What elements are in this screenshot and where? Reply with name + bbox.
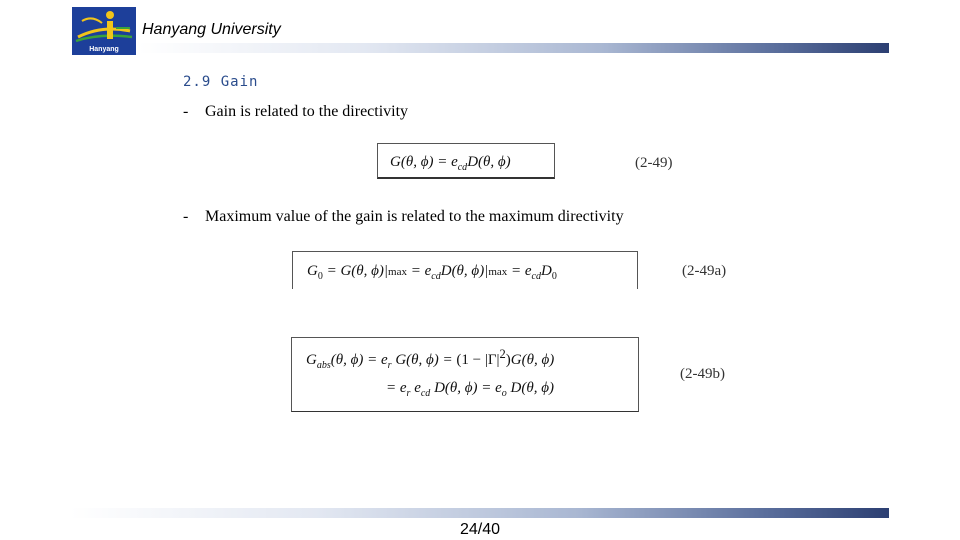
equation-2-49-image: G(θ, $\phi) = e_{cd}D(\theta$, ϕ) (377, 143, 555, 179)
equation-number: (2-49b) (680, 366, 725, 382)
bullet-dash: - (183, 103, 189, 120)
equation-number: (2-49a) (682, 263, 727, 279)
equation-2-49a-image: $G_0 = G(\theta$, $\phi)|\max = e_{cd}D(\theta$, $\phi)|\max = e_{cd}D_0$ (292, 251, 638, 289)
equation-2-49b-image: $G_{abs}(\theta$, $\phi) = e_r$ G(θ, $\phi) = (1 - |\Gamma|^2)G(\theta$, ϕ) = $e_r$ $e_{cd}$ D(θ, $\phi) = e_o$ D(θ, ϕ) (291, 337, 639, 412)
logo-text: Hanyang (89, 46, 119, 53)
bullet-text: Gain is related to the directivity (205, 103, 409, 120)
footer-divider-bar (70, 508, 889, 518)
bullet-text: Maximum value of the gain is related to the maximum directivity (205, 208, 624, 225)
bullet-dash: - (183, 208, 189, 225)
university-name: Hanyang University (142, 21, 281, 38)
section-title: 2.9 Gain (183, 74, 259, 90)
header-divider-bar (138, 43, 889, 53)
page-number: 24/40 (459, 521, 501, 538)
equation-number: (2-49) (635, 155, 673, 171)
hanyang-logo (72, 7, 136, 55)
bullet-gain-directivity (183, 103, 408, 121)
bullet-max-gain (183, 208, 624, 226)
